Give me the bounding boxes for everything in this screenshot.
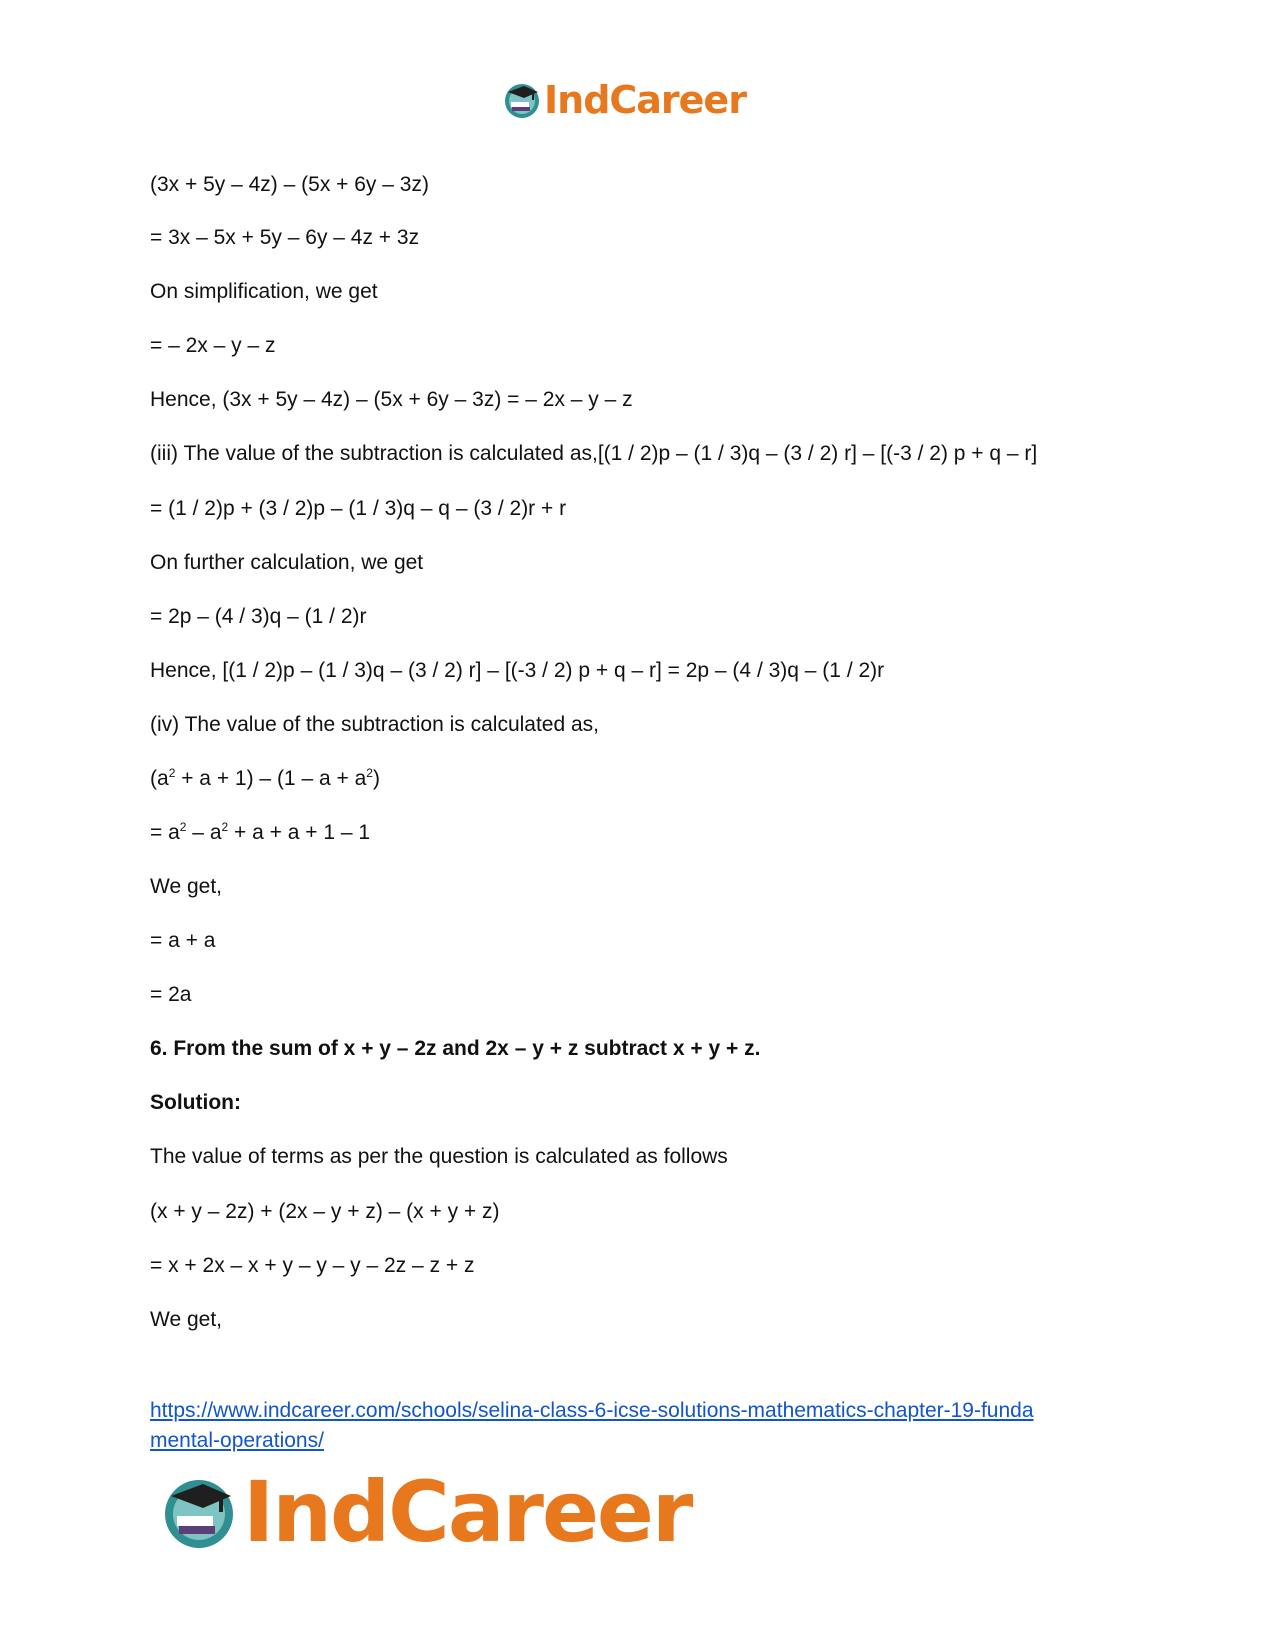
text-line: = (1 / 2)p + (3 / 2)p – (1 / 3)q – q – (3 / 2)r + r bbox=[150, 497, 567, 520]
text-line: (x + y – 2z) + (2x – y + z) – (x + y + z) bbox=[150, 1200, 500, 1223]
indcareer-logo-top bbox=[502, 80, 746, 120]
text-line: On further calculation, we get bbox=[150, 551, 424, 574]
text-line: = 3x – 5x + 5y – 6y – 4z + 3z bbox=[150, 226, 420, 249]
equation-line bbox=[150, 766, 380, 792]
text-part: + a + 1) – (1 – a + a bbox=[175, 767, 367, 790]
text-part: + a + a + 1 – 1 bbox=[228, 821, 371, 844]
source-link-line-2[interactable]: mental-operations/ bbox=[150, 1429, 324, 1452]
text-line: On simplification, we get bbox=[150, 280, 378, 303]
text-line: The value of terms as per the question is calculated as follows bbox=[150, 1145, 728, 1168]
text-part: = a bbox=[150, 821, 180, 844]
text-line: = 2a bbox=[150, 983, 192, 1006]
superscript: 2 bbox=[168, 766, 176, 780]
text-line: (3x + 5y – 4z) – (5x + 6y – 3z) bbox=[150, 173, 429, 196]
text-line: (iv) The value of the subtraction is calculated as, bbox=[150, 713, 600, 736]
text-part: – a bbox=[186, 821, 222, 844]
text-line: Hence, (3x + 5y – 4z) – (5x + 6y – 3z) = – 2x – y – z bbox=[150, 388, 633, 411]
question-heading: 6. From the sum of x + y – 2z and 2x – y + z subtract x + y + z. bbox=[150, 1037, 761, 1060]
equation-line bbox=[150, 820, 370, 846]
text-line: = – 2x – y – z bbox=[150, 334, 276, 357]
graduation-cap-globe-icon bbox=[159, 1472, 239, 1552]
graduation-cap-globe-icon bbox=[502, 80, 542, 120]
text-line: We get, bbox=[150, 1308, 222, 1331]
text-part: (a bbox=[150, 767, 169, 790]
text-line: = x + 2x – x + y – y – y – 2z – z + z bbox=[150, 1254, 475, 1277]
text-line: Hence, [(1 / 2)p – (1 / 3)q – (3 / 2) r] – [(-3 / 2) p + q – r] = 2p – (4 / 3)q – (1 / 2)r bbox=[150, 659, 885, 682]
source-link-line-1[interactable]: https://www.indcareer.com/schools/selina-class-6-icse-solutions-mathematics-chapter-19-funda bbox=[150, 1399, 1034, 1422]
text-part: ) bbox=[372, 767, 380, 790]
source-link[interactable] bbox=[150, 1396, 1110, 1456]
logo-wordmark: IndCareer bbox=[243, 1463, 692, 1561]
superscript: 2 bbox=[366, 766, 373, 780]
superscript: 2 bbox=[221, 820, 229, 834]
text-line: = 2p – (4 / 3)q – (1 / 2)r bbox=[150, 605, 367, 628]
logo-wordmark: IndCareer bbox=[544, 78, 746, 122]
text-line: We get, bbox=[150, 875, 222, 898]
solution-heading: Solution: bbox=[150, 1091, 241, 1114]
indcareer-logo-bottom bbox=[159, 1463, 692, 1561]
text-line: (iii) The value of the subtraction is calculated as,[(1 / 2)p – (1 / 3)q – (3 / 2) r] – [(-3 / 2) p + q – r] bbox=[150, 442, 1038, 465]
superscript: 2 bbox=[179, 820, 187, 834]
text-line: = a + a bbox=[150, 929, 216, 952]
